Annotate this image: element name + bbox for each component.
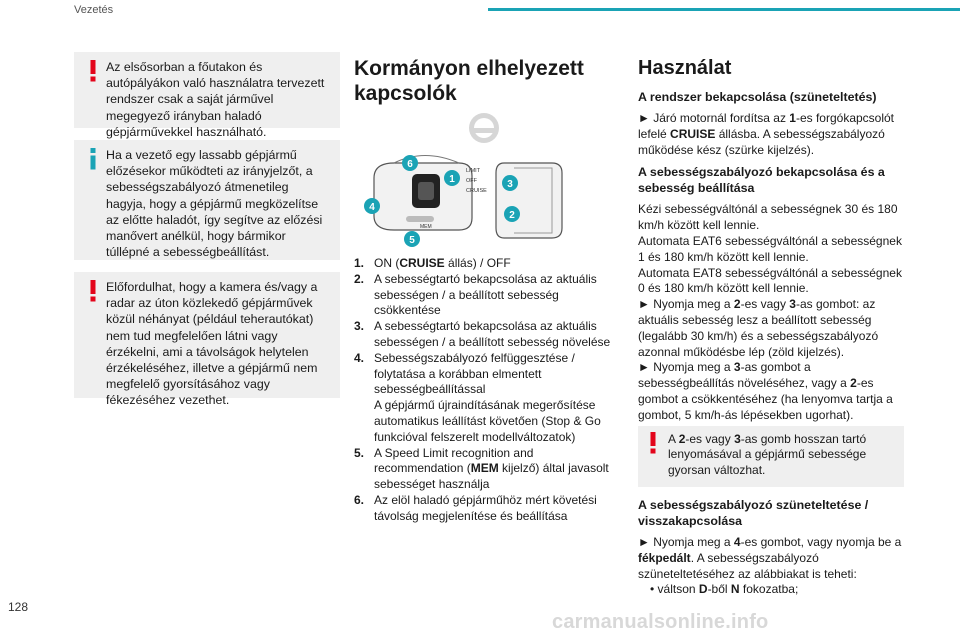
- section-title-controls: Kormányon elhelyezett kapcsolók: [354, 57, 584, 105]
- callout-6: 6: [407, 159, 413, 170]
- list-item: 2. A sebességtartó bekapcsolása az aktuális sebességen / a beállított sebesség csökkentése: [354, 271, 597, 318]
- exclamation-icon: [88, 60, 98, 82]
- cruise-label: CRUISE: [466, 188, 487, 194]
- section-title-usage: Használat: [638, 57, 732, 79]
- paragraph-system-on: ► Járó motornál fordítsa az 1-es forgókapcsolót lefelé CRUISE állásba. A sebességszabályozó működése kész (szürke kijelzés).: [638, 111, 895, 157]
- callout-4: 4: [369, 202, 375, 213]
- list-item: 5. A Speed Limit recognition and recommendation (MEM kijelző) által javasolt sebességet használja: [354, 445, 609, 492]
- list-item: 3. A sebességtartó bekapcsolása az aktuális sebességen / a beállított sebesség növelése: [354, 319, 611, 349]
- usage-section: [638, 56, 904, 604]
- steering-wheel-icon: [469, 113, 499, 143]
- warning-note-1: [74, 52, 340, 139]
- paragraph-pause: ► Nyomja meg a 4-es gombot, vagy nyomja be a fékpedált. A sebességszabályozó szüneteltetéséhez az alábbiakat is teheti:: [638, 534, 902, 581]
- paragraph-set-speed: Kézi sebességváltónál a sebességnek 30 és 180 km/h között kell lennie. Automata EAT6 sebességváltónál a sebességnek 1 és 180 km/h között kell lennie. Automata EAT8 sebességváltónál a sebességnek 0 és 180 km/h között kell lennie. ► Nyomja meg a 2-es vagy 3-as gombot: az aktuális sebesség lesz a beállított sebesség (legalább 30 km/h) és a sebességszabályozó azonnal működésbe lép (zöld kijelzés). ► Nyomja meg a 3-as gombot a sebességbeállítás növeléséhez, vagy a 2-es gombot a csökkentéséhez (ha lenyomva tartja a gombot, 5 km/h-ás lépésekben ugorhat).: [638, 202, 902, 422]
- mem-label: MEM: [420, 224, 432, 230]
- callout-3: 3: [507, 179, 513, 190]
- off-label: OFF: [466, 178, 477, 184]
- header-section-title: Vezetés: [74, 4, 114, 16]
- exclamation-icon: [648, 432, 658, 454]
- list-item: 1. ON (CRUISE állás) / OFF: [354, 256, 511, 270]
- limit-label: LIMIT: [466, 168, 481, 174]
- stalk-side-view-illustration: [496, 163, 562, 238]
- controls-numbered-list: [354, 256, 624, 525]
- heading-system-on: A rendszer bekapcsolása (szüneteltetés): [638, 90, 877, 104]
- warning-note-2: [74, 272, 340, 408]
- steering-controls-diagram: [354, 108, 614, 248]
- exclamation-icon: [88, 280, 98, 302]
- info-icon: [88, 148, 98, 170]
- page-number: 128: [8, 600, 29, 614]
- warning-note-text: Előfordulhat, hogy a kamera és/vagy a radar az úton közlekedő gépjárművek közül néhányat (például teherautókat) nem tud megfelelően látni vagy érzékelni, ami a távolságok helytelen érzékeléséhez, illetve a gépjármű nem megfelelő gyorsításához vagy fékezéséhez vezethet.: [106, 280, 318, 408]
- warning-note-text: Az elsősorban a főutakon és autópályákon való használatra tervezett rendszer csak a saját járművel megegyező irányban haladó gépjárművekkel használható.: [106, 60, 325, 139]
- heading-pause: A sebességszabályozó szüneteltetése / visszakapcsolása: [638, 497, 869, 528]
- cruise-stalk-illustration: [374, 156, 487, 231]
- warning-note-speed: A 2-es vagy 3-as gomb hosszan tartó lenyomásával a gépjármű sebessége gyorsan változhat.: [638, 426, 904, 487]
- callout-1: 1: [449, 174, 455, 185]
- list-item: 4. Sebességszabályozó felfüggesztése / folytatása a korábban elmentett sebességbeállítással A gépjármű újraindításának megerősítése automatikus leállítást követően (Stop & Go funkcióval felszerelt modellváltozatok): [354, 350, 601, 444]
- info-note-text: Ha a vezető egy lassabb gépjármű előzésekor működteti az irányjelzőt, a sebességszabályozó átmenetileg hagyja, hogy a gépjármű megközelítse az előtte haladót, így segítve az előzési manővert anélkül, hogy bármikor túllépné a sebességbeállítást.: [106, 148, 323, 260]
- callout-5: 5: [409, 235, 415, 246]
- info-note: [74, 140, 340, 260]
- header-accent-bar: [488, 8, 960, 11]
- watermark: carmanualsonline.info: [552, 611, 769, 633]
- list-item: 6. Az elöl haladó gépjárműhöz mért követési távolság megjelenítése és beállítása: [354, 492, 597, 523]
- callout-2: 2: [509, 210, 515, 221]
- heading-set-speed: A sebességszabályozó bekapcsolása és a sebesség beállítása: [638, 165, 885, 196]
- list-item: • váltson D-ből N fokozatba;: [650, 582, 799, 597]
